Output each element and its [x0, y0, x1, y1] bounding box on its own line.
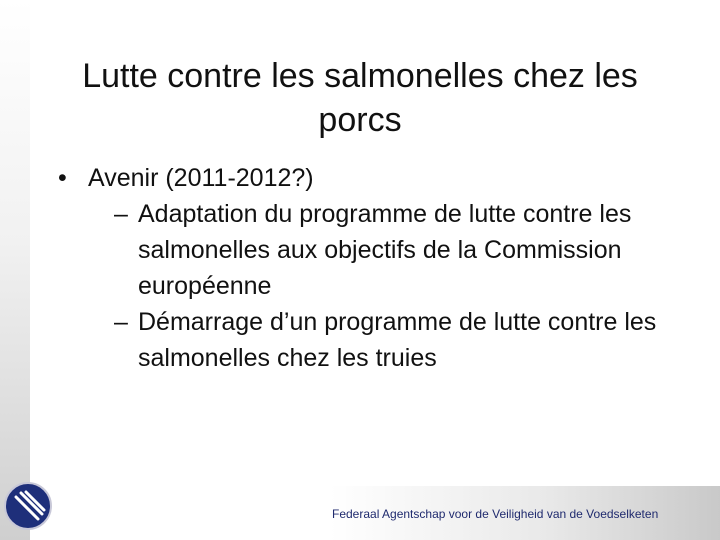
slide-title: Lutte contre les salmonelles chez les porcs: [82, 57, 638, 139]
sub-item-demarrage: [114, 304, 698, 376]
sub-item-text: Démarrage d’un programme de lutte contre les salmonelles chez les truies: [138, 308, 657, 372]
bullet-item: [58, 160, 698, 196]
footer-agency-text: Federaal Agentschap voor de Veiligheid van de Voedselketen: [332, 507, 659, 521]
bullet-mark: •: [58, 164, 67, 192]
sub-item-adaptation: [114, 196, 698, 304]
dash-mark: –: [114, 308, 128, 336]
fork-knife-logo-icon: [2, 480, 54, 532]
bullet-list: [58, 160, 698, 376]
dash-mark: –: [114, 200, 128, 228]
bullet-text: Avenir (2011-2012?): [88, 164, 314, 192]
left-decorative-band: [0, 0, 30, 540]
sub-item-text: Adaptation du programme de lutte contre les salmonelles aux objectifs de la Commission européenne: [138, 200, 632, 300]
